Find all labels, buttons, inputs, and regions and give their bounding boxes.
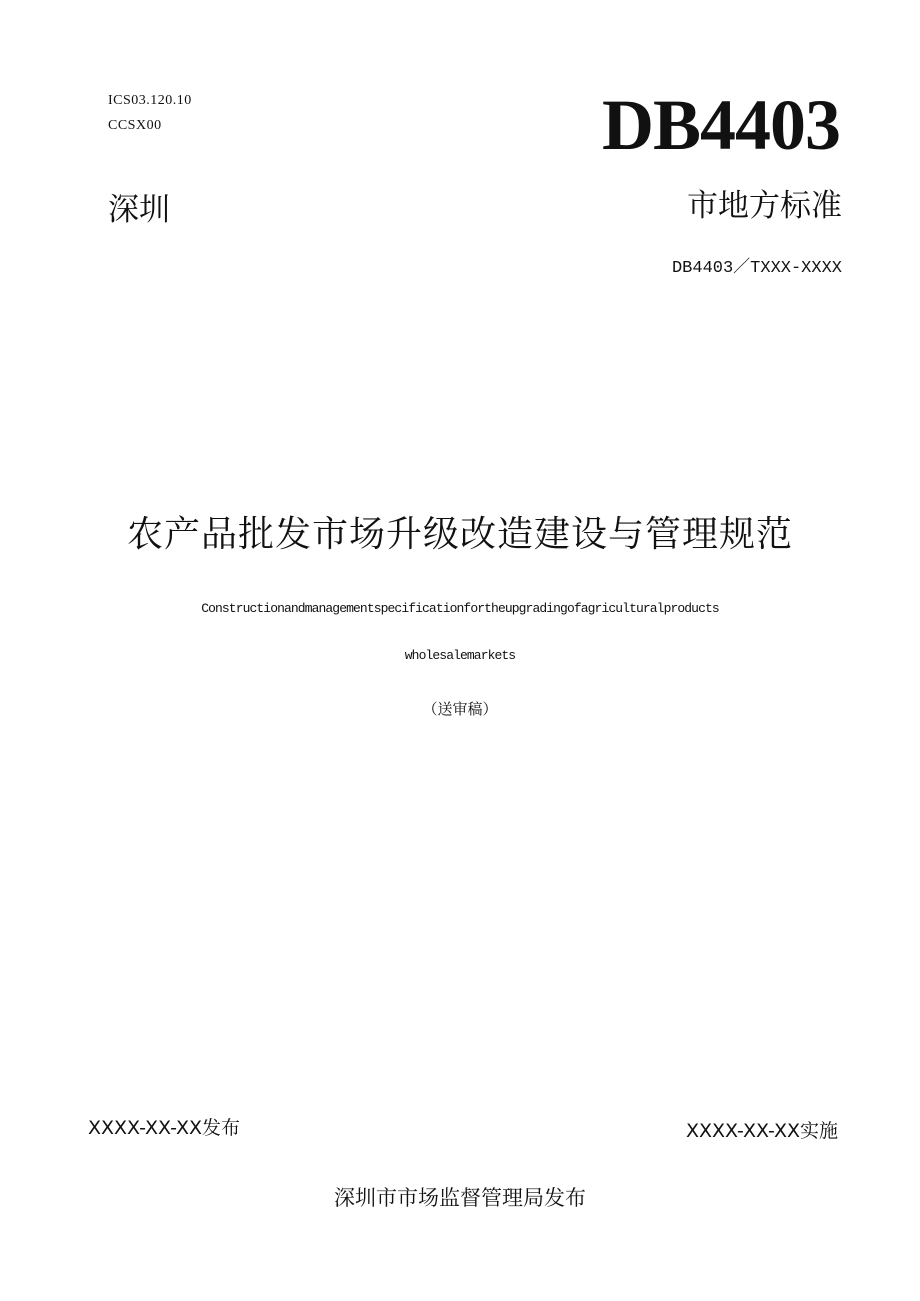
ccs-code: CCSX00 bbox=[108, 118, 162, 133]
english-title-line-2: wholesalemarkets bbox=[404, 648, 516, 663]
draft-status: （送审稿） bbox=[422, 700, 498, 718]
publish-date: XXXX-XX-XX发布 bbox=[88, 1117, 241, 1139]
document-title: 农产品批发市场升级改造建设与管理规范 bbox=[126, 514, 793, 555]
city-name: 深圳 bbox=[108, 192, 170, 228]
issuing-authority: 深圳市市场监督管理局发布 bbox=[334, 1186, 586, 1210]
ics-code: ICS03.120.10 bbox=[108, 93, 192, 108]
standard-kind: 市地方标准 bbox=[687, 188, 842, 224]
standard-number: DB4403／TXXX-XXXX bbox=[671, 259, 842, 278]
standard-logo: DB4403 bbox=[601, 85, 840, 165]
implementation-date: XXXX-XX-XX实施 bbox=[685, 1120, 838, 1142]
english-title-line-1: Constructionandmanagementspecificationfortheupgradingofagriculturalproducts bbox=[201, 601, 719, 616]
